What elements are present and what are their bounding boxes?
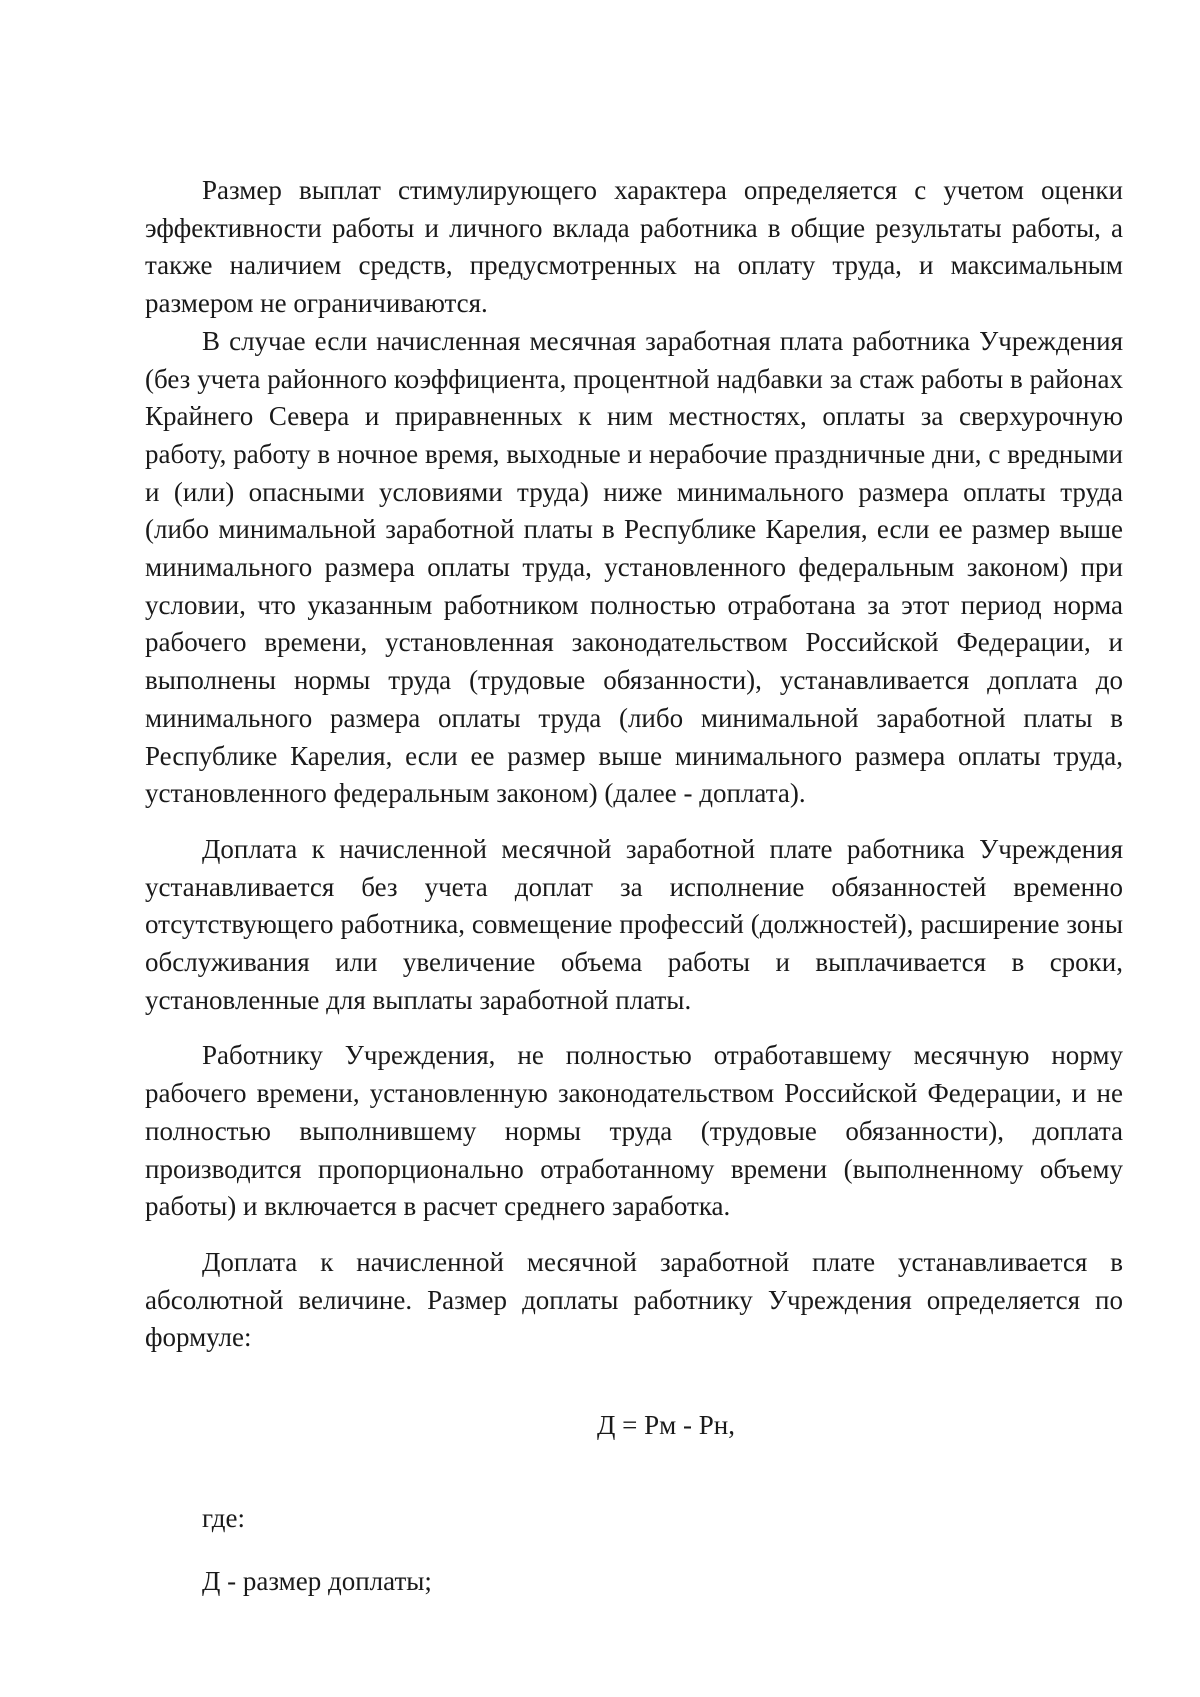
paragraph-minimum-wage-condition: В случае если начисленная месячная заработная плата работника Учреждения (без учета районного коэффициента, процентной надбавки за стаж работы в районах Крайнего Севера и приравненных к ним местностях, оплаты за сверхурочную работу, работу в ночное время, выходные и нерабочие праздничные дни, с вредными и (или) опасными условиями труда) ниже минимального размера оплаты труда (либо минимальной заработной платы в Республике Карелия, если ее размер выше минимального размера оплаты труда, установленного федеральным законом) при условии, что указанным работником полностью отработана за этот период норма рабочего времени, установленная законодательством Российской Федерации, и выполнены нормы труда (трудовые обязанности), устанавливается доплата до минимального размера оплаты труда (либо минимальной заработной платы в Республике Карелия, если ее размер выше минимального размера оплаты труда, установленного федеральным законом) (далее - доплата). bbox=[145, 325, 1123, 809]
paragraph-surcharge-exclusions: Доплата к начисленной месячной заработной плате работника Учреждения устанавливается без учета доплат за исполнение обязанностей временно отсутствующего работника, совмещение профессий (должностей), расширение зоны обслуживания или увеличение объема работы и выплачивается в сроки, установленные для выплаты заработной платы. bbox=[145, 833, 1123, 1015]
where-label: где: bbox=[202, 1502, 245, 1533]
paragraph-partial-norm: Работнику Учреждения, не полностью отработавшему месячную норму рабочего времени, установленную законодательством Российской Федерации, и не полностью выполнившему нормы труда (трудовые обязанности), доплата производится пропорционально отработанному времени (выполненному объему работы) и включается в расчет среднего заработка. bbox=[145, 1040, 1123, 1222]
paragraph-incentive-payments: Размер выплат стимулирующего характера определяется с учетом оценки эффективности работы и личного вклада работника в общие результаты работы, а также наличием средств, предусмотренных на оплату труда, и максимальным размером не ограничиваются. bbox=[145, 175, 1123, 319]
document-body bbox=[145, 172, 1123, 1600]
paragraph-formula-intro: Доплата к начисленной месячной заработной плате устанавливается в абсолютной величине. Размер доплаты работнику Учреждения определяется по формуле: bbox=[145, 1246, 1123, 1353]
surcharge-formula: Д = Рм - Рн, bbox=[597, 1410, 735, 1441]
definition-d: Д - размер доплаты; bbox=[202, 1565, 432, 1596]
